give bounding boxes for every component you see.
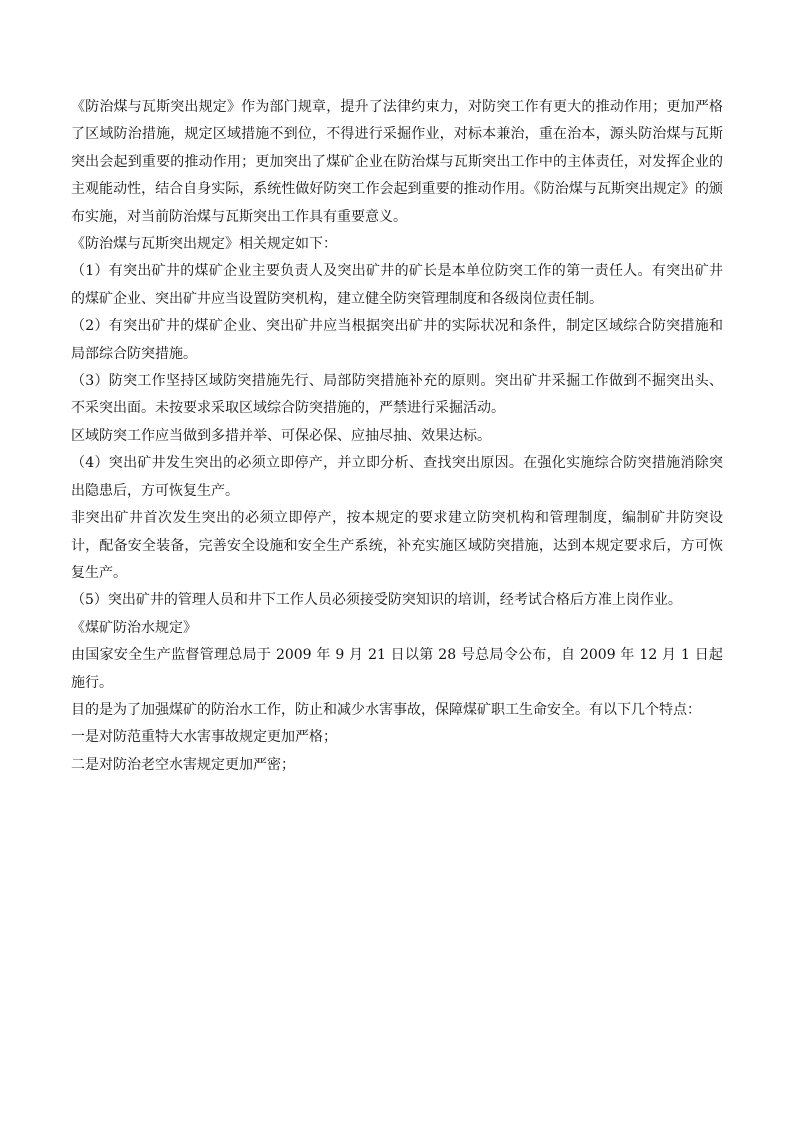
paragraph-non-outburst-mine: 非突出矿井首次发生突出的必须立即停产，按本规定的要求建立防突机构和管理制度，编制矿井防突设计，配备安全装备，完善安全设施和安全生产系统，补充实施区域防突措施，达到本规定要求后，方可恢复生产。 <box>71 510 723 581</box>
paragraph-item-1: （1）有突出矿井的煤矿企业主要负责人及突出矿井的矿长是本单位防突工作的第一责任人。有突出矿井的煤矿企业、突出矿井应当设置防突机构，建立健全防突管理制度和各级岗位责任制。 <box>71 263 723 307</box>
paragraph-water-regulation-title: 《煤矿防治水规定》 <box>71 619 197 636</box>
paragraph-regional-prevention: 区域防突工作应当做到多措并举、可保必保、应抽尽抽、效果达标。 <box>71 427 491 444</box>
paragraph-item-2: （2）有突出矿井的煤矿企业、突出矿井应当根据突出矿井的实际状况和条件，制定区域综合防突措施和局部综合防突措施。 <box>71 318 723 362</box>
paragraph-feature-1: 一是对防范重特大水害事故规定更加严格； <box>71 729 337 746</box>
paragraph-feature-2: 二是对防治老空水害规定更加严密； <box>71 756 295 773</box>
paragraph-item-3: （3）防突工作坚持区域防突措施先行、局部防突措施补充的原则。突出矿井采掘工作做到不掘突出头、不采突出面。未按要求采取区域综合防突措施的，严禁进行采掘活动。 <box>71 373 723 417</box>
document-body <box>71 94 723 779</box>
paragraph-regulations-heading: 《防治煤与瓦斯突出规定》相关规定如下： <box>71 236 337 253</box>
paragraph-item-5: （5）突出矿井的管理人员和井下工作人员必须接受防突知识的培训，经考试合格后方准上岗作业。 <box>71 592 682 609</box>
paragraph-water-regulation-purpose: 目的是为了加强煤矿的防治水工作，防止和减少水害事故，保障煤矿职工生命安全。有以下几个特点： <box>71 701 701 718</box>
paragraph-item-4: （4）突出矿井发生突出的必须立即停产，并立即分析、查找突出原因。在强化实施综合防突措施消除突出隐患后，方可恢复生产。 <box>71 455 723 499</box>
paragraph-water-regulation-issued: 由国家安全生产监督管理总局于 2009 年 9 月 21 日以第 28 号总局令公布，自 2009 年 12 月 1 日起施行。 <box>71 647 723 691</box>
paragraph-intro: 《防治煤与瓦斯突出规定》作为部门规章，提升了法律约束力，对防突工作有更大的推动作用；更加严格了区域防治措施，规定区域措施不到位，不得进行采掘作业，对标本兼治，重在治本，源头防治煤与瓦斯突出会起到重要的推动作用；更加突出了煤矿企业在防治煤与瓦斯突出工作中的主体责任，对发挥企业的主观能动性，结合自身实际，系统性做好防突工作会起到重要的推动作用。《防治煤与瓦斯突出规定》的颁布实施，对当前防治煤与瓦斯突出工作具有重要意义。 <box>71 99 723 225</box>
